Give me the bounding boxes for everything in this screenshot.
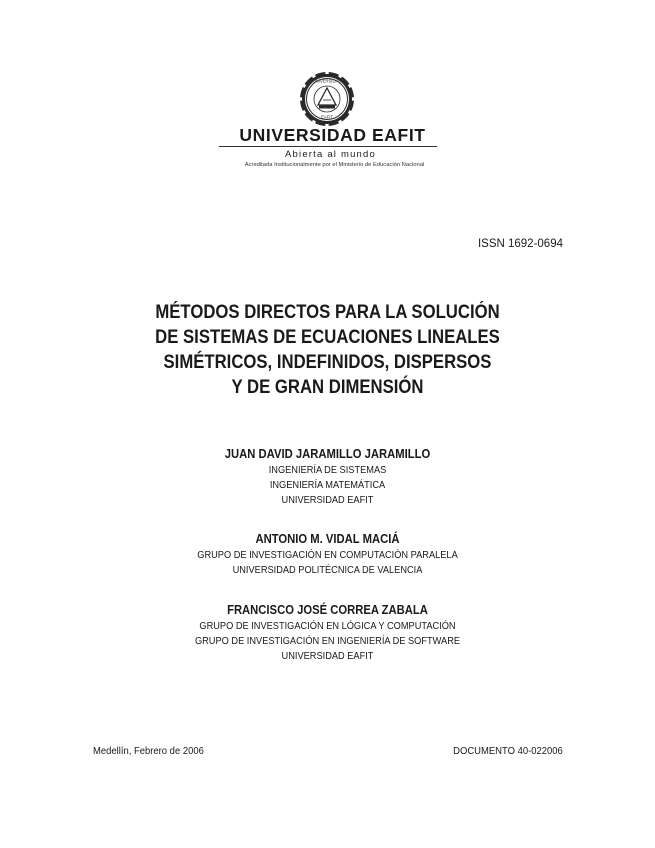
author-affiliation: UNIVERSIDAD EAFIT xyxy=(281,494,374,506)
seal-bottom-text: EAFIT xyxy=(321,114,333,120)
place-date: Medellín, Febrero de 2006 xyxy=(93,745,204,757)
author-affiliation: INGENIERÍA DE SISTEMAS xyxy=(268,464,387,476)
author-name: JUAN DAVID JARAMILLO JARAMILLO xyxy=(224,447,431,461)
author-affiliation: GRUPO DE INVESTIGACIÓN EN COMPUTACIÓN PARALELA xyxy=(197,549,458,561)
seal-top-text: UNIVERSIDAD xyxy=(312,78,342,84)
author-affiliation: GRUPO DE INVESTIGACIÓN EN LÓGICA Y COMPUTACIÓN xyxy=(199,620,456,632)
author-block xyxy=(0,445,655,508)
title-line: SIMÉTRICOS, INDEFINIDOS, DISPERSOS xyxy=(163,352,492,373)
author-affiliation: GRUPO DE INVESTIGACIÓN EN INGENIERÍA DE SOFTWARE xyxy=(194,635,461,647)
title-line: DE SISTEMAS DE ECUACIONES LINEALES xyxy=(155,327,500,348)
university-tagline: Abierta al mundo xyxy=(284,149,377,160)
document-title xyxy=(39,300,615,400)
university-name: UNIVERSIDAD EAFIT xyxy=(239,125,426,145)
author-affiliation: UNIVERSIDAD EAFIT xyxy=(281,650,374,662)
document-number: DOCUMENTO 40-022006 xyxy=(453,745,563,757)
title-line: MÉTODOS DIRECTOS PARA LA SOLUCIÓN xyxy=(155,302,500,323)
issn-number: ISSN 1692-0694 xyxy=(477,238,563,250)
title-line: Y DE GRAN DIMENSIÓN xyxy=(231,377,424,398)
author-name: ANTONIO M. VIDAL MACIÁ xyxy=(255,532,400,546)
university-seal-logo xyxy=(298,70,356,128)
logo-divider xyxy=(219,146,437,147)
author-name: FRANCISCO JOSÉ CORREA ZABALA xyxy=(227,603,428,617)
author-block xyxy=(0,601,655,664)
accreditation-note: Acreditada Institucionalmente por el Ministerio de Educación Nacional xyxy=(244,162,425,168)
author-block xyxy=(0,530,655,578)
author-affiliation: UNIVERSIDAD POLITÉCNICA DE VALENCIA xyxy=(232,564,423,576)
author-affiliation: INGENIERÍA MATEMÁTICA xyxy=(269,479,386,491)
